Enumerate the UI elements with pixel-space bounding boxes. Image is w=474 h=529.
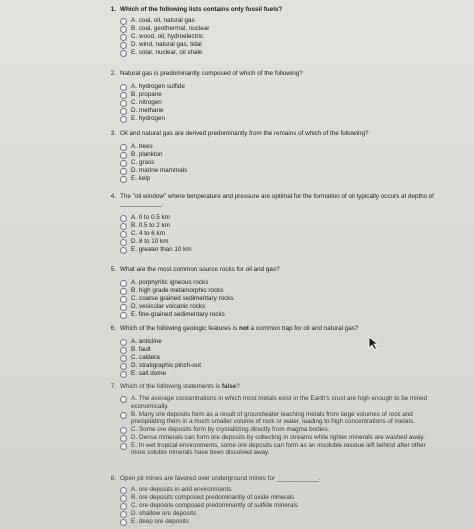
options-list	[120, 83, 448, 123]
option-b[interactable]: B. ore deposits composed predominantly of oxide minerals	[120, 494, 448, 502]
radio-button[interactable]	[120, 288, 127, 295]
radio-button[interactable]	[120, 339, 127, 346]
options-list	[120, 486, 448, 526]
option-a[interactable]: A. coal, oil, natural gas	[120, 17, 448, 25]
option-c[interactable]: C. Some ore deposits form by crystallizing directly from magma bodies.	[120, 426, 432, 434]
option-a[interactable]: A. ore deposits in arid environments	[120, 486, 448, 494]
radio-button[interactable]	[120, 347, 127, 354]
question-6	[98, 325, 448, 378]
option-e[interactable]: E. kelp	[120, 175, 448, 183]
radio-button[interactable]	[120, 355, 127, 362]
option-e[interactable]: E. greater than 10 km	[120, 246, 448, 254]
radio-button[interactable]	[120, 487, 127, 494]
option-c[interactable]: C. grass	[120, 159, 448, 167]
option-b[interactable]: B. Many ore deposits form as a result of groundwater leaching metals from large volumes of rock and precipitating them in a much smaller volume of rock or water, leading to high concentrations of metals.	[120, 411, 432, 426]
option-e[interactable]: E. fine-grained sedimentary rocks	[120, 311, 448, 319]
option-c[interactable]: C. ore deposits composed predominantly of sulfide minerals	[120, 502, 448, 510]
radio-button[interactable]	[120, 50, 127, 57]
option-c[interactable]: C. caldera	[120, 354, 448, 362]
option-d[interactable]: D. stratigraphic pinch-out	[120, 362, 448, 370]
question-text: Which of the following statements is false?	[120, 383, 240, 390]
radio-button[interactable]	[120, 92, 127, 99]
options-list	[120, 214, 448, 254]
radio-button[interactable]	[120, 215, 127, 222]
option-b[interactable]: B. plankton	[120, 151, 448, 159]
option-a[interactable]: A. trees	[120, 143, 448, 151]
option-d[interactable]: D. methane	[120, 107, 448, 115]
radio-button[interactable]	[120, 223, 127, 230]
radio-button[interactable]	[120, 239, 127, 246]
option-a[interactable]: A. porphyritic igneous rocks	[120, 279, 448, 287]
question-7	[98, 383, 448, 457]
option-a[interactable]: A. hydrogen sulfide	[120, 83, 448, 91]
radio-button[interactable]	[120, 412, 127, 419]
question-4	[98, 193, 448, 254]
question-number: 3.	[110, 130, 116, 137]
option-b[interactable]: B. fault	[120, 346, 448, 354]
radio-button[interactable]	[120, 116, 127, 123]
option-d[interactable]: D. marine mammals	[120, 167, 448, 175]
radio-button[interactable]	[120, 304, 127, 311]
question-1	[98, 6, 448, 57]
option-d[interactable]: D. vesicular volcanic rocks	[120, 303, 448, 311]
question-number: 2.	[110, 70, 116, 77]
radio-button[interactable]	[120, 427, 127, 434]
mouse-cursor-icon	[368, 336, 380, 350]
question-number: 8.	[110, 475, 116, 482]
option-c[interactable]: C. wood, oil, hydroelectric	[120, 33, 448, 41]
option-d[interactable]: D. wind, natural gas, tidal	[120, 41, 448, 49]
option-b[interactable]: B. high grade metamorphic rocks	[120, 287, 448, 295]
options-list	[120, 143, 448, 183]
radio-button[interactable]	[120, 312, 127, 319]
radio-button[interactable]	[120, 511, 127, 518]
question-8	[98, 475, 448, 526]
question-text: Natural gas is predominantly composed of which of the following?	[120, 70, 303, 77]
radio-button[interactable]	[120, 371, 127, 378]
option-c[interactable]: C. coarse grained sedimentary rocks	[120, 295, 448, 303]
radio-button[interactable]	[120, 280, 127, 287]
radio-button[interactable]	[120, 435, 127, 442]
radio-button[interactable]	[120, 100, 127, 107]
radio-button[interactable]	[120, 363, 127, 370]
radio-button[interactable]	[120, 144, 127, 151]
option-a[interactable]: A. anticline	[120, 338, 448, 346]
radio-button[interactable]	[120, 168, 127, 175]
option-c[interactable]: C. nitrogen	[120, 99, 448, 107]
question-text: Open pit mines are favored over underground mines for ____________.	[120, 475, 321, 482]
options-list	[120, 395, 432, 457]
radio-button[interactable]	[120, 503, 127, 510]
question-text: The "oil window" where temperature and pressure are optimal for the formation of oil typically occurs at depths of ____________.	[120, 193, 434, 208]
question-number: 1.	[110, 6, 116, 13]
radio-button[interactable]	[120, 18, 127, 25]
option-e[interactable]: E. In wet tropical environments, some ore deposits can form as an insoluble residue left behind after other more soluble minerals have been dissolved away.	[120, 442, 432, 457]
option-e[interactable]: E. deep ore deposits	[120, 518, 448, 526]
option-b[interactable]: B. coal, geothermal, nuclear	[120, 25, 448, 33]
radio-button[interactable]	[120, 247, 127, 254]
radio-button[interactable]	[120, 495, 127, 502]
question-text: Which of the following lists contains only fossil fuels?	[120, 6, 283, 13]
radio-button[interactable]	[120, 396, 127, 403]
options-list	[120, 17, 448, 57]
options-list	[120, 338, 448, 378]
option-d[interactable]: D. 8 to 10 km	[120, 238, 448, 246]
radio-button[interactable]	[120, 152, 127, 159]
question-text: Which of the following geologic features is not a common trap for oil and natural gas?	[120, 325, 359, 332]
option-b[interactable]: B. propane	[120, 91, 448, 99]
question-5	[98, 266, 448, 319]
question-text: Oil and natural gas are derived predominantly from the remains of which of the following?	[120, 130, 369, 137]
radio-button[interactable]	[120, 443, 127, 450]
radio-button[interactable]	[120, 108, 127, 115]
question-3	[98, 130, 448, 183]
emphasis-false: false	[221, 383, 237, 390]
option-e[interactable]: E. hydrogen	[120, 115, 448, 123]
radio-button[interactable]	[120, 84, 127, 91]
option-d[interactable]: D. Dense minerals can form ore deposits by collecting in streams while lighter minerals are washed away.	[120, 434, 432, 442]
option-c[interactable]: C. 4 to 6 km	[120, 230, 448, 238]
question-text: What are the most common source rocks for oil and gas?	[120, 266, 280, 273]
option-e[interactable]: E. salt dome	[120, 370, 448, 378]
radio-button[interactable]	[120, 296, 127, 303]
option-e[interactable]: E. solar, nuclear, oil shale	[120, 49, 448, 57]
question-2	[98, 70, 448, 123]
question-number: 4.	[110, 193, 116, 200]
question-number: 6.	[110, 325, 116, 332]
radio-button[interactable]	[120, 231, 127, 238]
radio-button[interactable]	[120, 160, 127, 167]
emphasis-not: not	[239, 325, 249, 332]
radio-button[interactable]	[120, 519, 127, 526]
option-a[interactable]: A. The average concentrations in which most metals exist in the Earth's crust are high enough to be mined economically.	[120, 395, 432, 410]
question-number: 7.	[110, 383, 116, 390]
option-b[interactable]: B. 0.5 to 2 km	[120, 222, 448, 230]
option-d[interactable]: D. shallow ore deposits	[120, 510, 448, 518]
question-number: 5.	[110, 266, 116, 273]
radio-button[interactable]	[120, 34, 127, 41]
radio-button[interactable]	[120, 42, 127, 49]
radio-button[interactable]	[120, 176, 127, 183]
radio-button[interactable]	[120, 26, 127, 33]
options-list	[120, 279, 448, 319]
option-a[interactable]: A. 0 to 0.5 km	[120, 214, 448, 222]
